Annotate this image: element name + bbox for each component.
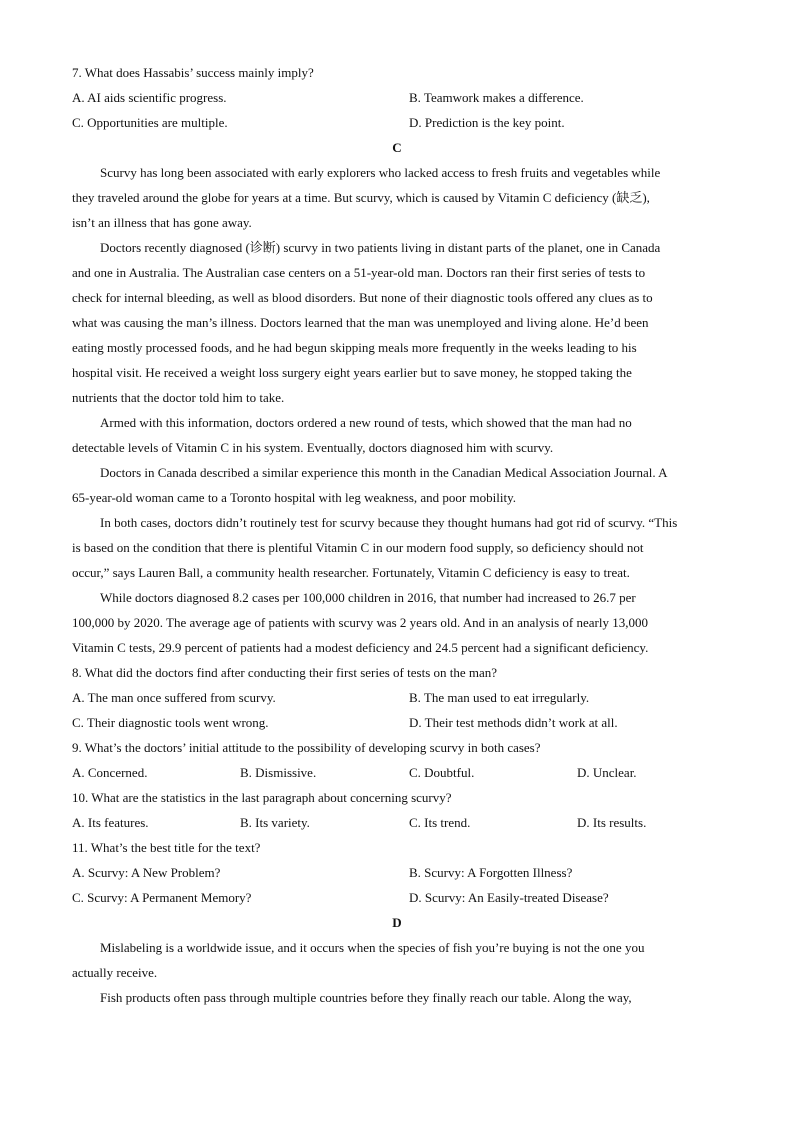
passage-c-line: nutrients that the doctor told him to take.	[72, 390, 285, 405]
passage-c-line: 65-year-old woman came to a Toronto hospital with leg weakness, and poor mobility.	[72, 490, 516, 505]
q11-option-b: B. Scurvy: A Forgotten Illness?	[409, 865, 573, 880]
q10-option-b: B. Its variety.	[240, 815, 310, 830]
passage-c-line: and one in Australia. The Australian case centers on a 51-year-old man. Doctors ran their first series of tests to	[72, 265, 646, 280]
q8-option-a: A. The man once suffered from scurvy.	[72, 690, 276, 705]
q8-option-d: D. Their test methods didn’t work at all.	[409, 715, 618, 730]
passage-d-line: Mislabeling is a worldwide issue, and it occurs when the species of fish you’re buying is not the one you	[100, 940, 645, 955]
q9-option-d: D. Unclear.	[577, 765, 637, 780]
passage-c-line: Doctors recently diagnosed (诊断) scurvy in two patients living in distant parts of the planet, one in Canada	[100, 240, 661, 255]
q11-option-d: D. Scurvy: An Easily-treated Disease?	[409, 890, 609, 905]
q9-option-b: B. Dismissive.	[240, 765, 317, 780]
section-d-heading: D	[392, 915, 402, 930]
q11-option-a: A. Scurvy: A New Problem?	[72, 865, 221, 880]
passage-d-line: Fish products often pass through multiple countries before they finally reach our table. Along the way,	[100, 990, 632, 1005]
q11-option-c: C. Scurvy: A Permanent Memory?	[72, 890, 252, 905]
q9-option-c: C. Doubtful.	[409, 765, 475, 780]
q8-question: 8. What did the doctors find after conducting their first series of tests on the man?	[72, 665, 498, 680]
q8-option-b: B. The man used to eat irregularly.	[409, 690, 590, 705]
q11-question: 11. What’s the best title for the text?	[72, 840, 261, 855]
q10-question: 10. What are the statistics in the last paragraph about concerning scurvy?	[72, 790, 452, 805]
q7-option-c: C. Opportunities are multiple.	[72, 115, 228, 130]
q9-option-a: A. Concerned.	[72, 765, 148, 780]
q7-question: 7. What does Hassabis’ success mainly imply?	[72, 65, 314, 80]
section-c-heading: C	[392, 140, 402, 155]
q10-option-c: C. Its trend.	[409, 815, 471, 830]
passage-c-line: 100,000 by 2020. The average age of patients with scurvy was 2 years old. And in an analysis of nearly 13,000	[72, 615, 648, 630]
q7-option-a: A. AI aids scientific progress.	[72, 90, 227, 105]
passage-c-line: hospital visit. He received a weight loss surgery eight years earlier but to save money, he stopped taking the	[72, 365, 632, 380]
q7-option-d: D. Prediction is the key point.	[409, 115, 565, 130]
passage-c-line: what was causing the man’s illness. Doctors learned that the man was unemployed and living alone. He’d been	[72, 315, 649, 330]
passage-c-line: isn’t an illness that has gone away.	[72, 215, 252, 230]
passage-c-line: Armed with this information, doctors ordered a new round of tests, which showed that the man had no	[100, 415, 632, 430]
passage-c-line: In both cases, doctors didn’t routinely test for scurvy because they thought humans had got rid of scurvy. “This	[100, 515, 678, 530]
q8-option-c: C. Their diagnostic tools went wrong.	[72, 715, 269, 730]
passage-d-line: actually receive.	[72, 965, 158, 980]
passage-c-line: is based on the condition that there is plentiful Vitamin C in our modern food supply, so deficiency should not	[72, 540, 644, 555]
q9-question: 9. What’s the doctors’ initial attitude to the possibility of developing scurvy in both cases?	[72, 740, 541, 755]
passage-c-line: occur,” says Lauren Ball, a community health researcher. Fortunately, Vitamin C deficiency is easy to treat.	[72, 565, 630, 580]
passage-c-line: detectable levels of Vitamin C in his system. Eventually, doctors diagnosed him with scurvy.	[72, 440, 554, 455]
passage-c-line: check for internal bleeding, as well as blood disorders. But none of their diagnostic tools offered any clues as to	[72, 290, 653, 305]
q7-option-b: B. Teamwork makes a difference.	[409, 90, 584, 105]
passage-c-line: Scurvy has long been associated with early explorers who lacked access to fresh fruits and vegetables while	[100, 165, 661, 180]
passage-c-line: eating mostly processed foods, and he had begun skipping meals more frequently in the weeks leading to his	[72, 340, 637, 355]
passage-c-line: they traveled around the globe for years at a time. But scurvy, which is caused by Vitamin C deficiency (缺乏),	[72, 190, 650, 205]
passage-c-line: Vitamin C tests, 29.9 percent of patients had a modest deficiency and 24.5 percent had a significant deficiency.	[72, 640, 649, 655]
q10-option-d: D. Its results.	[577, 815, 647, 830]
q10-option-a: A. Its features.	[72, 815, 149, 830]
passage-c-line: While doctors diagnosed 8.2 cases per 100,000 children in 2016, that number had increased to 26.7 per	[100, 590, 636, 605]
passage-c-line: Doctors in Canada described a similar experience this month in the Canadian Medical Association Journal. A	[100, 465, 668, 480]
